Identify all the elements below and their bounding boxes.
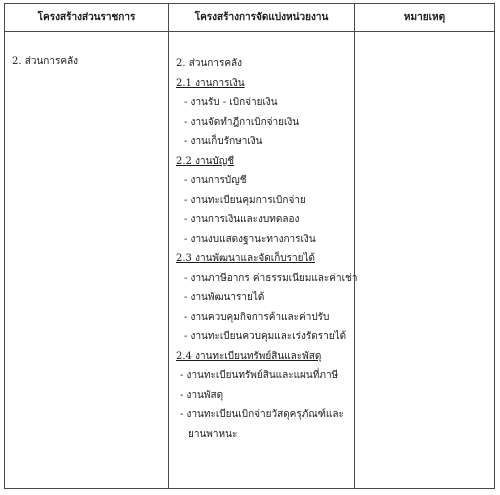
header-remarks: หมายเหตุ [355, 4, 495, 32]
org-structure-table [4, 3, 495, 489]
list-item: - งานทะเบียนทรัพย์สินและแผนที่ภาษี [180, 370, 339, 381]
list-item: - งานพัฒนารายได้ [184, 292, 265, 303]
list-item: - งานทะเบียนเบิกจ่ายวัสดุครุภัณฑ์และ [180, 409, 344, 420]
cell-unit-division-structure [169, 32, 358, 489]
org-structure-document [4, 3, 494, 489]
list-item: - งานทะเบียนควบคุมและเร่งรัดรายได้ [184, 331, 347, 342]
list-item-continuation: ยานพาหนะ [188, 428, 238, 440]
list-item: - งานการเงินและงบทดลอง [184, 214, 300, 225]
list-item: - งานจัดทำฎีกาเบิกจ่ายเงิน [184, 116, 300, 128]
cell-remarks [355, 32, 495, 489]
section-title-revenue: 2.3 งานพัฒนาและจัดเก็บรายได้ [176, 253, 315, 264]
list-item: - งานรับ - เบิกจ่ายเงิน [184, 97, 278, 108]
list-item: - งานพัสดุ [180, 389, 224, 401]
list-item: - งานงบแสดงฐานะทางการเงิน [184, 233, 316, 245]
unit-list [170, 54, 356, 444]
list-item: - งานทะเบียนคุมการเบิกจ่าย [184, 194, 306, 206]
section-title-finance: 2.1 งานการเงิน [176, 77, 245, 89]
header-government-structure: โครงสร้างส่วนราชการ [5, 4, 169, 32]
section-title-accounting: 2.2 งานบัญชี [176, 155, 235, 167]
table-row [5, 32, 495, 489]
division-finance: 2. ส่วนการคลัง [12, 56, 79, 67]
list-item: - งานการบัญชี [184, 175, 247, 186]
list-item: - งานเก็บรักษาเงิน [184, 136, 263, 147]
table-header-row [5, 4, 495, 32]
division-title: 2. ส่วนการคลัง [176, 58, 243, 69]
header-unit-division-structure: โครงสร้างการจัดแบ่งหน่วยงาน [169, 4, 355, 32]
section-title-assets: 2.4 งานทะเบียนทรัพย์สินและพัสดุ [176, 350, 322, 362]
cell-government-structure [5, 32, 169, 489]
list-item: - งานภาษีอากร ค่าธรรมเนียมและค่าเช่า [184, 272, 358, 284]
list-item: - งานควบคุมกิจการค้าและค่าปรับ [184, 311, 330, 323]
